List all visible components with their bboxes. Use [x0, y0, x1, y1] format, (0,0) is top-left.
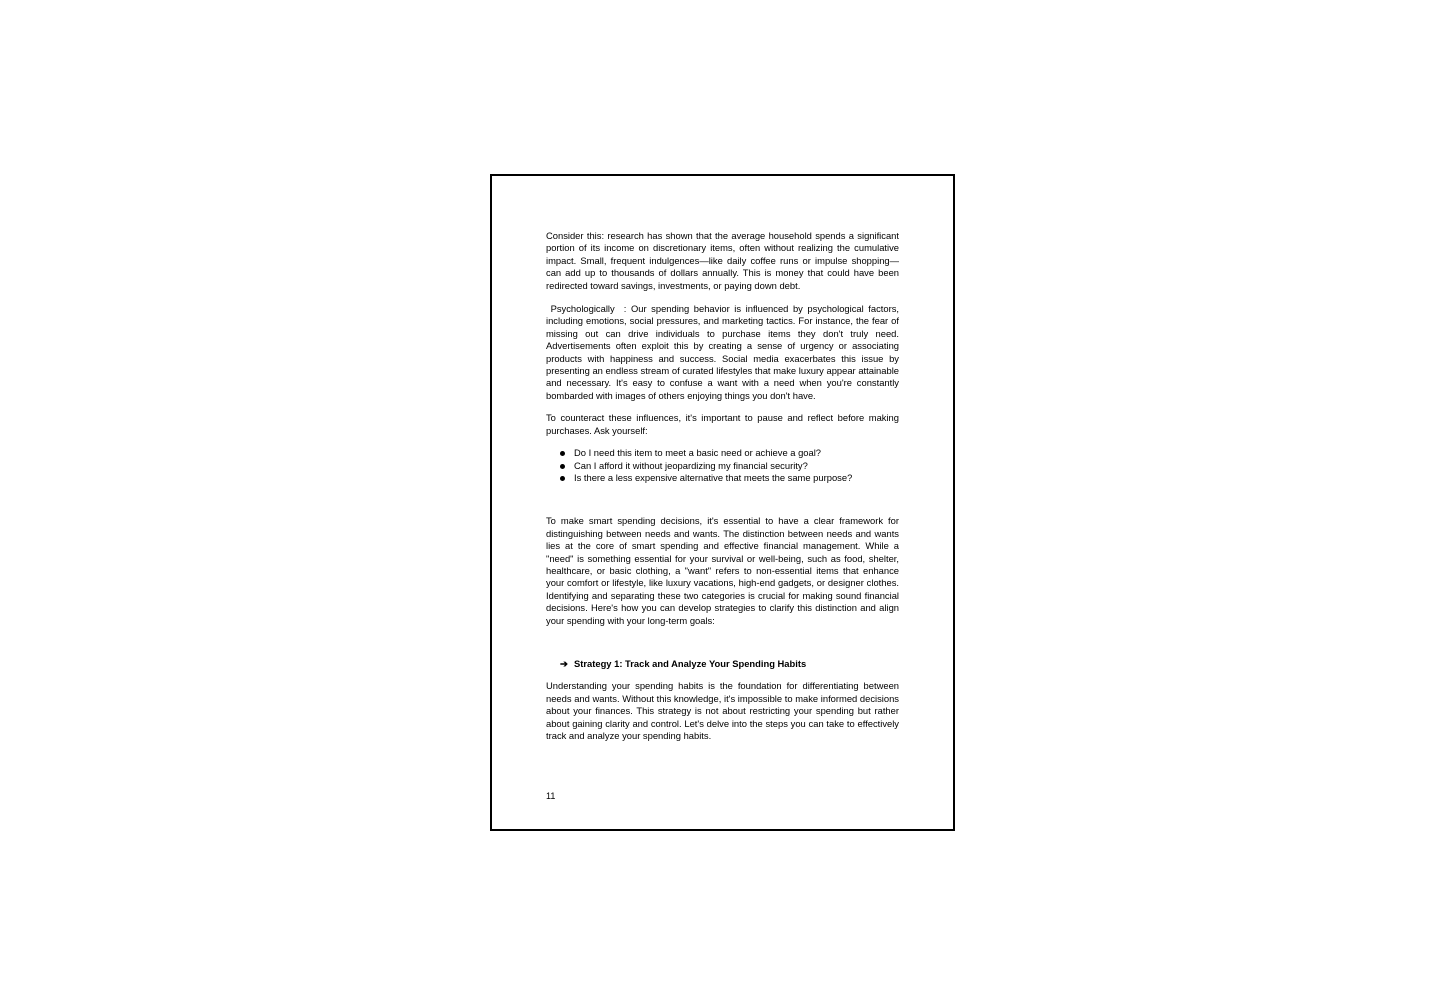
page-number: 11 — [546, 791, 556, 801]
page-content — [546, 230, 902, 742]
paragraph-household-spending: Consider this: research has shown that the average household spends a significant portion of its income on discretionary items, often without realizing the cumulative impact. Small, frequent indulgences—like daily coffee runs or impulse shopping—can add up to thousands of dollars annually. This is money that could have been redirected toward savings, investments, or paying down debt. — [546, 230, 899, 291]
paragraph-understanding-habits: Understanding your spending habits is the foundation for differentiating between needs and wants. Without this knowledge, it's impossible to make informed decisions about your finances. This strategy is not about restricting your spending but rather about gaining clarity and control. Let's delve into the steps you can take to effectively track and analyze your spending habits. — [546, 680, 899, 741]
strategy-heading-text: Strategy 1: Track and Analyze Your Spending Habits — [574, 657, 807, 669]
arrow-right-icon: ➔ — [560, 657, 568, 669]
strategy-heading — [546, 658, 899, 670]
paragraph-needs-vs-wants: To make smart spending decisions, it's essential to have a clear framework for distinguishing between needs and wants. The distinction between needs and wants lies at the core of smart spending and effective financial management. While a "need" is something essential for your survival or well-being, such as food, shelter, healthcare, or basic clothing, a "want" refers to non-essential items that enhance your comfort or lifestyle, like luxury vacations, high-end gadgets, or designer clothes. Identifying and separating these two categories is crucial for making sound financial decisions. Here's how you can develop strategies to clarify this distinction and align your spending with your long-term goals: — [546, 515, 899, 626]
paragraph-psychological-factors: Psychologically : Our spending behavior is influenced by psychological factors, including emotions, social pressures, and marketing tactics. For instance, the fear of missing out can drive individuals to purchase items they don't truly need. Advertisements often exploit this by creating a sense of urgency or associating products with happiness and success. Social media exacerbates this issue by presenting an endless stream of curated lifestyles that make luxury appear attainable and necessary. It's easy to confuse a want with a need when you're constantly bombarded with images of others enjoying things you don't have. — [546, 303, 902, 401]
bullet-icon — [560, 464, 565, 469]
document-page — [490, 174, 955, 831]
list-item-text: Can I afford it without jeopardizing my financial security? — [574, 459, 808, 471]
list-item-text: Do I need this item to meet a basic need or achieve a goal? — [574, 447, 822, 459]
list-item — [574, 472, 899, 484]
bullet-icon — [560, 451, 565, 456]
paragraph-counteract-influences: To counteract these influences, it's important to pause and reflect before making purchases. Ask yourself: — [546, 412, 899, 436]
list-item — [574, 447, 899, 459]
question-list — [546, 447, 899, 484]
bullet-icon — [560, 476, 565, 481]
list-item — [574, 460, 899, 472]
list-item-text: Is there a less expensive alternative that meets the same purpose? — [574, 471, 853, 483]
